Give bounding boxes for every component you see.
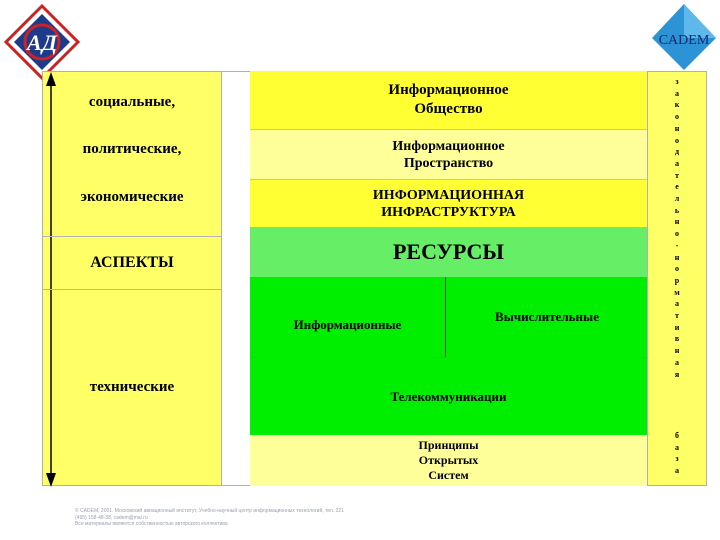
footer-line: © CADEM, 2001. Московский авиационный институт, Учебно-научный центр информационных технологий, тел. 221: [75, 508, 344, 514]
aspects-divider: [43, 236, 221, 237]
cadem-diamond-logo-icon: [650, 2, 718, 72]
double-arrow-icon: [43, 72, 63, 487]
telecommunications-label: Телекоммуникации: [390, 388, 507, 404]
base-word: б а з а: [675, 431, 679, 476]
legal-framework-column: [647, 71, 707, 486]
information-society-label: Информационное Общество: [388, 82, 509, 117]
resources-block: [250, 227, 647, 277]
aspects-heading: АСПЕКТЫ: [90, 254, 174, 271]
aspect-economic: экономические: [80, 189, 184, 205]
footer-line: Все материалы являются собственностью авторского коллектива: [75, 521, 228, 527]
telecommunications-block: [250, 357, 647, 436]
information-resources-block: [250, 277, 445, 365]
computing-resources-label: Вычислительные: [495, 308, 599, 324]
open-systems-principles-label: Принципы Открытых Систем: [418, 438, 479, 482]
cadem-logo-text: CADEM: [658, 33, 710, 48]
ad-diamond-logo-icon: [4, 4, 80, 80]
information-infrastructure-block: [250, 179, 647, 228]
information-society-block: [250, 71, 647, 129]
aspects-divider: [43, 289, 221, 290]
spacer-column: [222, 71, 250, 486]
legal-framework-word: з а к о н о д а т е л ь н о - н о р м а т и в н а я: [674, 77, 680, 379]
aspects-column: [42, 71, 222, 486]
footer-line: (495) 158-48-38, cadem@mai.ru: [75, 514, 148, 521]
information-infrastructure-label: ИНФОРМАЦИОННАЯ ИНФРАСТРУКТУРА: [372, 187, 525, 220]
copyright-footer: [75, 508, 475, 528]
aspect-technical: технические: [89, 379, 175, 395]
information-space-label: Информационное Пространство: [392, 138, 505, 171]
ad-logo: [4, 4, 80, 80]
ad-logo-text: АД: [26, 30, 58, 55]
information-space-block: [250, 129, 647, 180]
computing-resources-block: [445, 277, 648, 369]
aspect-political: политические,: [82, 141, 182, 157]
resources-label: РЕСУРСЫ: [392, 239, 505, 265]
open-systems-principles-block: [250, 435, 647, 486]
information-resources-label: Информационные: [293, 316, 402, 332]
cadem-logo: [650, 2, 718, 72]
aspect-social: социальные,: [88, 94, 176, 110]
